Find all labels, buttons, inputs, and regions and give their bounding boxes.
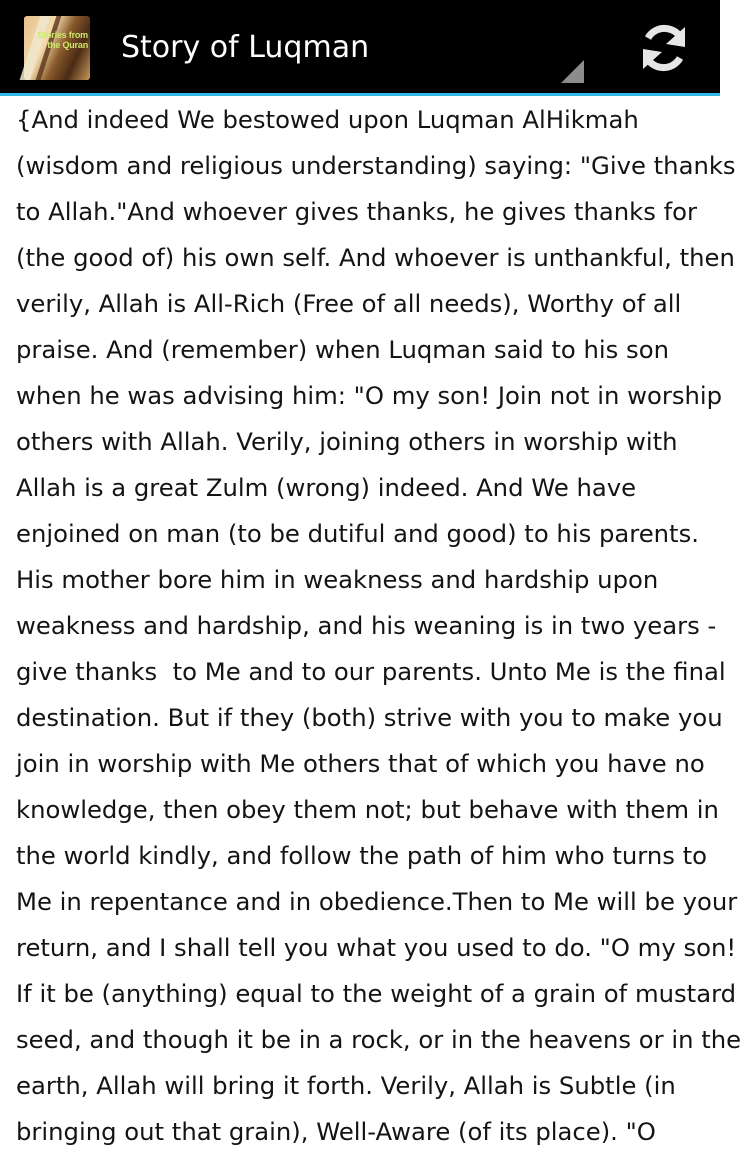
story-line: weakness and hardship, and his weaning is in two years - bbox=[16, 611, 717, 640]
story-line: enjoined on man (to be dutiful and good) to his parents. bbox=[16, 519, 699, 548]
story-line: (wisdom and religious understanding) saying: "Give thanks bbox=[16, 151, 736, 180]
story-line: join in worship with Me others that of which you have no bbox=[16, 749, 705, 778]
story-line: If it be (anything) equal to the weight of a grain of mustard bbox=[16, 979, 737, 1008]
story-line: others with Allah. Verily, joining others in worship with bbox=[16, 427, 678, 456]
overflow-indicator-icon bbox=[561, 60, 584, 83]
story-line: Me in repentance and in obedience.Then to Me will be your bbox=[16, 887, 738, 916]
action-bar bbox=[0, 0, 720, 96]
app-logo-icon[interactable] bbox=[24, 16, 90, 80]
story-line: return, and I shall tell you what you used to do. "O my son! bbox=[16, 933, 737, 962]
story-line: bringing out that grain), Well-Aware (of its place). "O bbox=[16, 1117, 656, 1146]
story-line: praise. And (remember) when Luqman said to his son bbox=[16, 335, 669, 364]
story-line: (the good of) his own self. And whoever is unthankful, then bbox=[16, 243, 735, 272]
story-content[interactable] bbox=[16, 97, 741, 1146]
story-line: give thanks to Me and to our parents. Unto Me is the final bbox=[16, 657, 726, 686]
refresh-icon bbox=[639, 22, 689, 74]
story-line: when he was advising him: "O my son! Join not in worship bbox=[16, 381, 723, 410]
logo-text-line: Stories from bbox=[37, 30, 88, 40]
story-line: to Allah."And whoever gives thanks, he gives thanks for bbox=[16, 197, 698, 226]
page-title: Story of Luqman bbox=[121, 30, 370, 65]
story-line: verily, Allah is All-Rich (Free of all needs), Worthy of all bbox=[16, 289, 682, 318]
story-line: {And indeed We bestowed upon Luqman AlHikmah bbox=[16, 105, 639, 134]
story-line: knowledge, then obey them not; but behave with them in bbox=[16, 795, 719, 824]
story-line: earth, Allah will bring it forth. Verily, Allah is Subtle (in bbox=[16, 1071, 676, 1100]
story-line: destination. But if they (both) strive with you to make you bbox=[16, 703, 723, 732]
logo-text-line: the Quran bbox=[47, 40, 88, 50]
story-line: Allah is a great Zulm (wrong) indeed. And We have bbox=[16, 473, 637, 502]
story-line: the world kindly, and follow the path of him who turns to bbox=[16, 841, 708, 870]
story-line: His mother bore him in weakness and hardship upon bbox=[16, 565, 659, 594]
logo-text bbox=[32, 30, 88, 50]
refresh-button[interactable] bbox=[630, 14, 698, 82]
story-line: seed, and though it be in a rock, or in the heavens or in the bbox=[16, 1025, 741, 1054]
